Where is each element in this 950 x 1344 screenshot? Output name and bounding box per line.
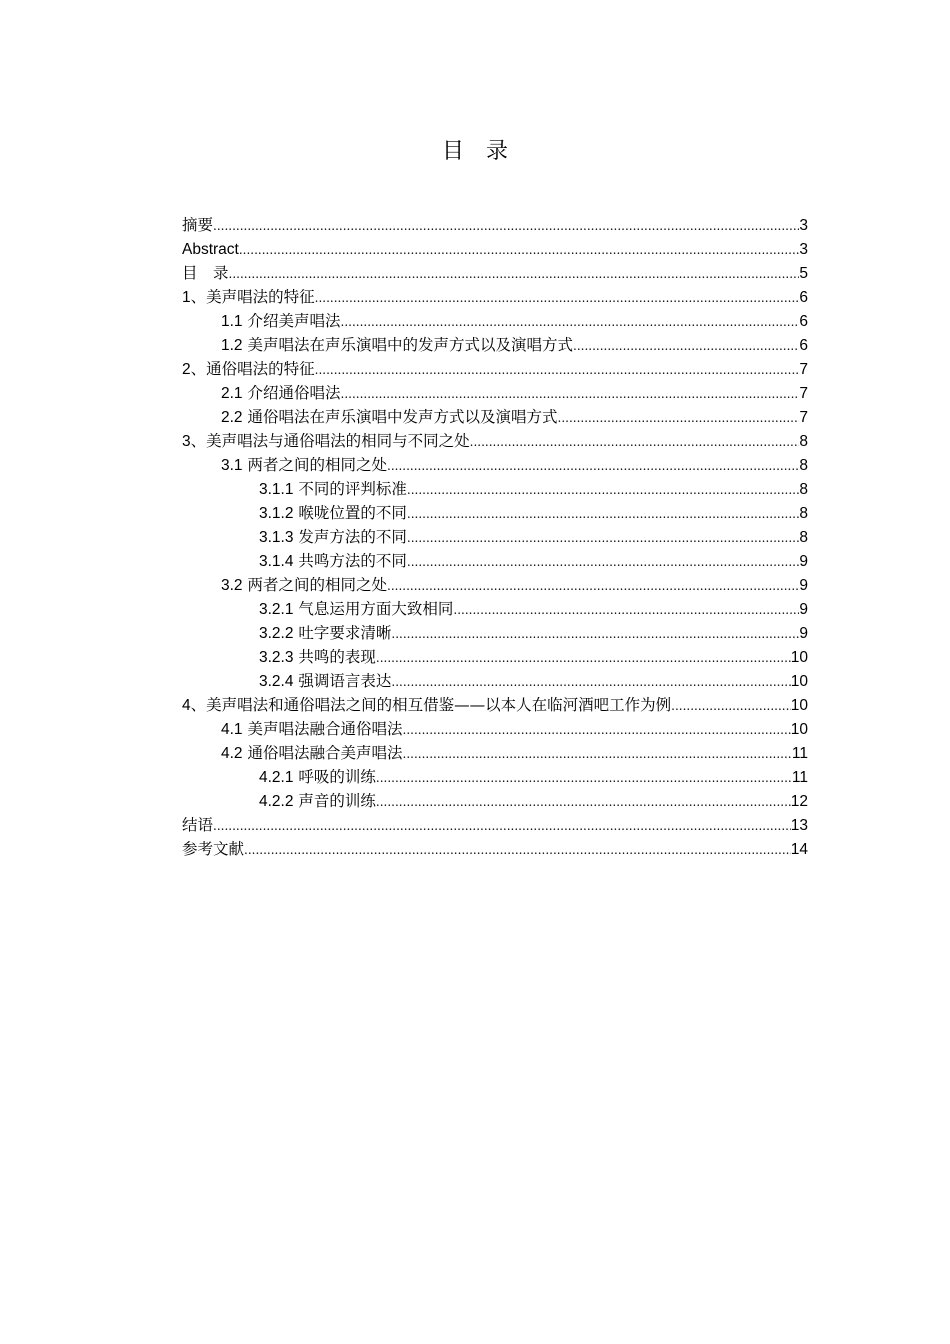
toc-entry[interactable] [182,549,808,573]
toc-entry[interactable] [182,213,808,237]
toc-dot-leader [376,766,792,789]
toc-entry-label: 3.1.3 发声方法的不同 [259,528,407,546]
toc-entry-label: 4.1 美声唱法融合通俗唱法 [221,720,403,738]
toc-entry[interactable] [182,357,808,381]
toc-entry-label: 3.2.2 吐字要求清晰 [259,624,392,642]
toc-entry-label: 4.2 通俗唱法融合美声唱法 [221,744,403,762]
toc-entry[interactable] [182,693,808,717]
toc-entry[interactable] [182,453,808,477]
toc-entry-label: 2、通俗唱法的特征 [182,360,315,378]
toc-entry-label: 3.2 两者之间的相同之处 [221,576,387,594]
toc-entry-label: 摘要 [182,216,214,234]
toc-entry-page-number: 8 [799,529,808,546]
toc-entry[interactable] [182,381,808,405]
toc-entry-label: 3.1.2 喉咙位置的不同 [259,504,407,522]
toc-dot-leader [403,742,792,765]
toc-entry-page-number: 10 [790,673,808,690]
toc-dot-leader [376,790,791,813]
toc-dot-leader [407,478,799,501]
toc-entry-page-number: 8 [799,505,808,522]
toc-entry[interactable] [182,525,808,549]
toc-entry[interactable] [182,645,808,669]
toc-entry-label: 2.1 介绍通俗唱法 [221,384,341,402]
toc-entry-label: 1、美声唱法的特征 [182,288,315,306]
toc-entry-label: 参考文献 [182,840,245,858]
toc-entry-page-number: 6 [799,289,808,306]
toc-entry[interactable] [182,765,808,789]
toc-entry-page-number: 3 [799,217,808,234]
toc-entry[interactable] [182,261,808,285]
toc-title: 目 录 [441,139,508,164]
toc-dot-leader [376,646,791,669]
toc-entry[interactable] [182,741,808,765]
toc-entry[interactable] [182,333,808,357]
toc-entry[interactable] [182,717,808,741]
toc-dot-leader [213,214,799,237]
toc-entry[interactable] [182,309,808,333]
toc-dot-leader [387,454,799,477]
toc-entry-label: Abstract [182,241,239,258]
toc-dot-leader [213,814,791,837]
toc-dot-leader [244,838,791,861]
toc-dot-leader [341,310,800,333]
toc-entry[interactable] [182,621,808,645]
toc-entry-page-number: 9 [799,577,808,594]
toc-entry-page-number: 10 [790,649,808,666]
toc-dot-leader [671,694,791,717]
toc-entry-label: 3.2.4 强调语言表达 [259,672,392,690]
toc-entry[interactable] [182,813,808,837]
toc-entry-page-number: 9 [799,601,808,618]
toc-entry-page-number: 12 [790,793,808,810]
toc-entry-label: 3.2.3 共鸣的表现 [259,648,376,666]
toc-dot-leader [341,382,800,405]
toc-entry-page-number: 7 [799,409,808,426]
toc-dot-leader [391,622,799,645]
toc-entry-label: 3、美声唱法与通俗唱法的相同与不同之处 [182,432,470,450]
toc-dot-leader [558,406,800,429]
toc-entry-page-number: 3 [799,241,808,258]
toc-dot-leader [229,262,800,285]
toc-entry-page-number: 6 [799,337,808,354]
toc-entry[interactable] [182,501,808,525]
toc-entry-label: 结语 [182,816,214,834]
toc-entry-page-number: 14 [790,841,808,858]
toc-dot-leader [453,598,799,621]
toc-entry-page-number: 10 [790,697,808,714]
toc-entry-page-number: 9 [799,625,808,642]
toc-entry-page-number: 6 [799,313,808,330]
toc-dot-leader [573,334,799,357]
toc-entry-label: 3.1 两者之间的相同之处 [221,456,387,474]
toc-entry-label: 4.2.2 声音的训练 [259,792,376,810]
toc-entry-page-number: 7 [799,385,808,402]
toc-list [182,213,808,861]
toc-entry[interactable] [182,837,808,861]
toc-entry-page-number: 13 [790,817,808,834]
toc-entry-page-number: 11 [791,745,808,762]
toc-entry-page-number: 10 [790,721,808,738]
toc-dot-leader [470,430,800,453]
toc-entry-page-number: 7 [799,361,808,378]
toc-entry-label: 4、美声唱法和通俗唱法之间的相互借鉴——以本人在临河酒吧工作为例 [182,696,672,714]
toc-entry-page-number: 11 [791,769,808,786]
toc-dot-leader [403,718,791,741]
toc-entry-page-number: 5 [799,265,808,282]
toc-entry[interactable] [182,429,808,453]
toc-dot-leader [407,526,799,549]
toc-entry-label: 3.1.1 不同的评判标准 [259,480,407,498]
toc-entry-label: 3.1.4 共鸣方法的不同 [259,552,407,570]
toc-entry-label: 1.2 美声唱法在声乐演唱中的发声方式以及演唱方式 [221,336,573,354]
toc-dot-leader [407,550,799,573]
toc-entry[interactable] [182,597,808,621]
toc-entry-label: 4.2.1 呼吸的训练 [259,768,376,786]
toc-entry-label: 1.1 介绍美声唱法 [221,312,341,330]
toc-dot-leader [391,670,790,693]
toc-dot-leader [387,574,799,597]
toc-dot-leader [239,238,800,261]
toc-entry-label: 目 录 [182,264,229,282]
toc-entry[interactable] [182,789,808,813]
toc-entry-page-number: 8 [799,433,808,450]
toc-entry[interactable] [182,285,808,309]
toc-entry-label: 2.2 通俗唱法在声乐演唱中发声方式以及演唱方式 [221,408,558,426]
toc-entry-page-number: 9 [799,553,808,570]
toc-entry[interactable] [182,669,808,693]
toc-entry-label: 3.2.1 气息运用方面大致相同 [259,600,454,618]
toc-entry-page-number: 8 [799,481,808,498]
toc-dot-leader [315,286,800,309]
toc-entry[interactable] [182,477,808,501]
toc-entry[interactable] [182,237,808,261]
toc-dot-leader [407,502,799,525]
toc-entry[interactable] [182,405,808,429]
toc-entry[interactable] [182,573,808,597]
toc-dot-leader [315,358,800,381]
toc-entry-page-number: 8 [799,457,808,474]
